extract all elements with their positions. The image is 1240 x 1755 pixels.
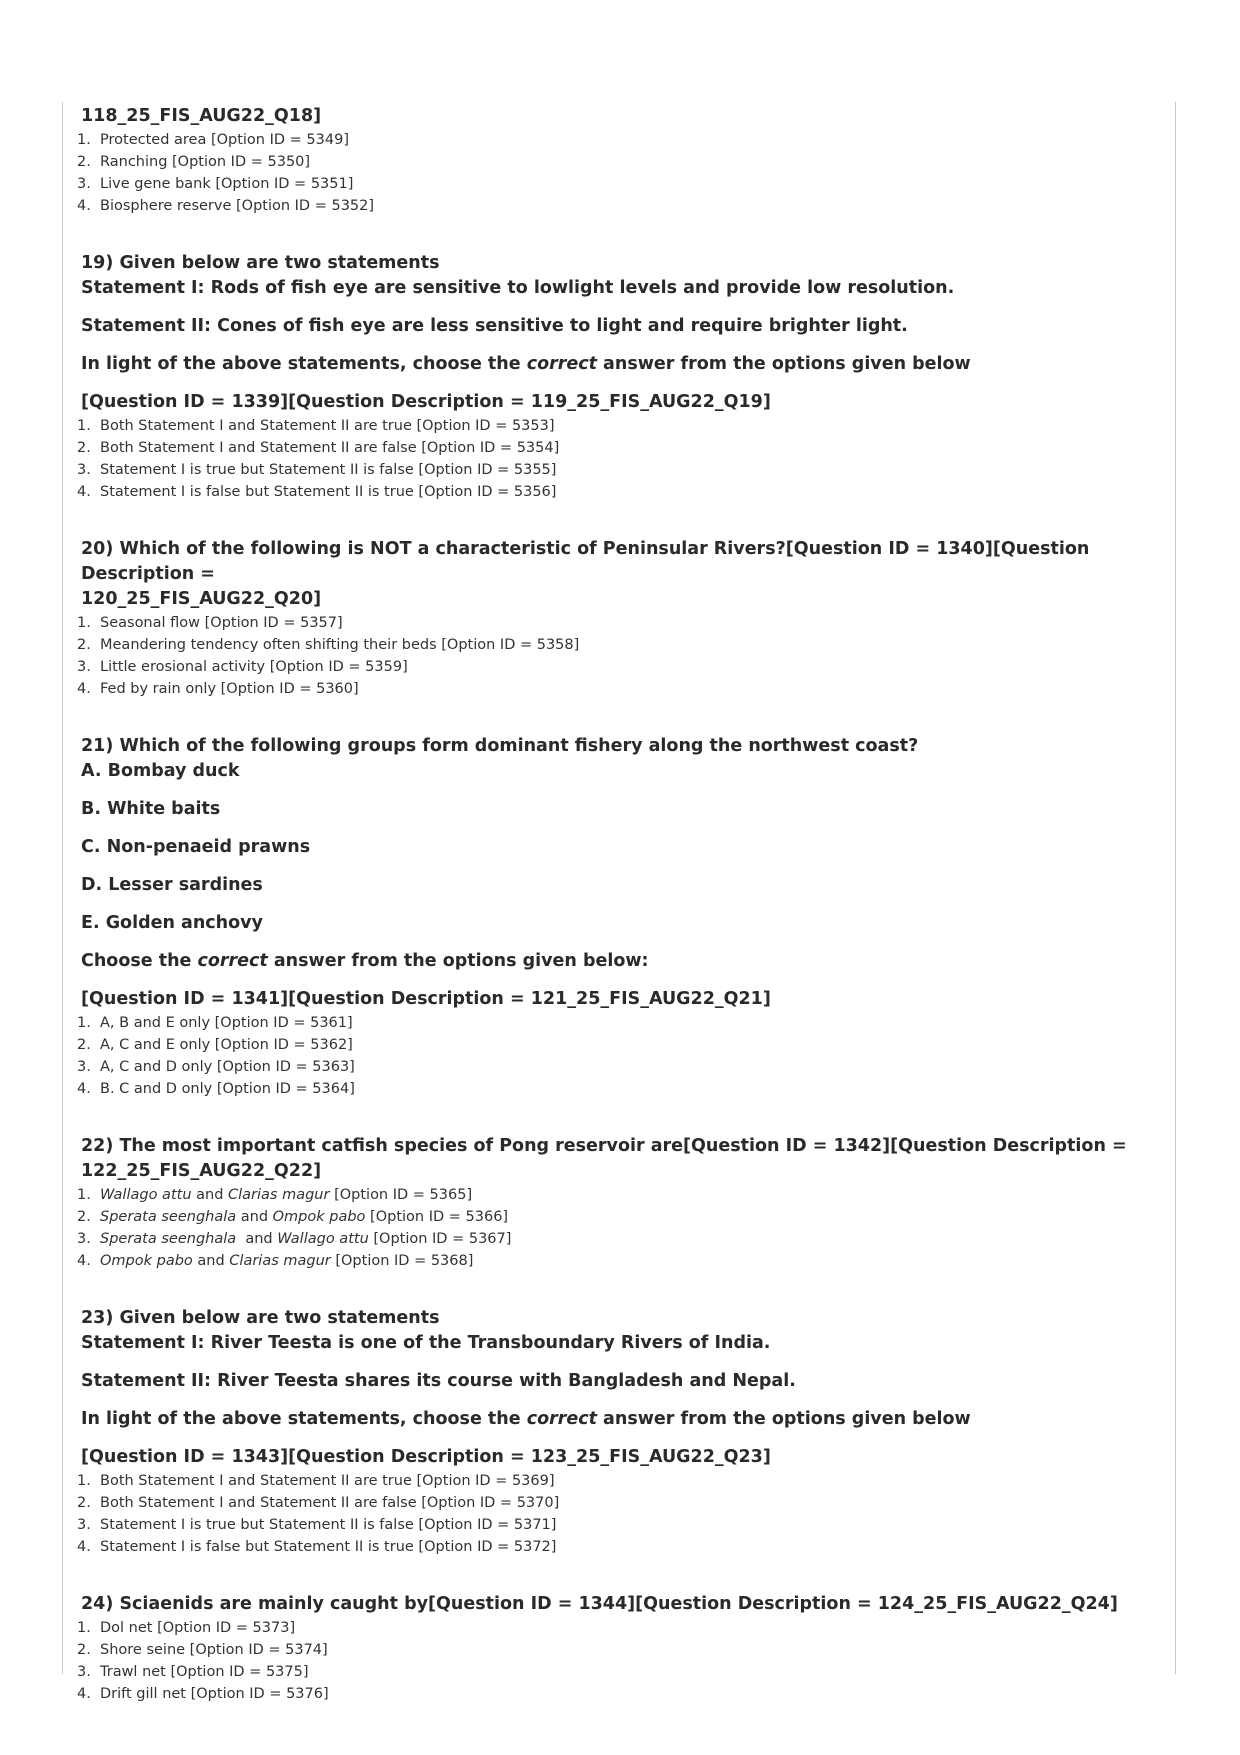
question-20-title: 20) Which of the following is NOT a characteristic of Peninsular Rivers?[Question ID = 1340][Question Description = bbox=[81, 539, 1090, 584]
question-21-title: 21) Which of the following groups form dominant fishery along the northwest coast? bbox=[81, 736, 919, 756]
list-item-e: E. Golden anchovy bbox=[81, 913, 263, 933]
question-23-title: 23) Given below are two statements bbox=[81, 1308, 440, 1328]
list-item-a: A. Bombay duck bbox=[81, 761, 240, 781]
option-item: 1. A, B and E only [Option ID = 5361] bbox=[77, 1015, 353, 1031]
question-24 bbox=[68, 1592, 1158, 1705]
question-18-options bbox=[68, 129, 1158, 217]
instruction: In light of the above statements, choose the correct answer from the options given below bbox=[81, 1409, 971, 1429]
option-item: 2. Shore seine [Option ID = 5374] bbox=[77, 1642, 328, 1658]
option-item: 4. Statement I is false but Statement II is true [Option ID = 5356] bbox=[77, 484, 557, 500]
question-20-description: 120_25_FIS_AUG22_Q20] bbox=[81, 589, 322, 609]
option-item: 3. Little erosional activity [Option ID = 5359] bbox=[77, 659, 408, 675]
option-item: 1. Dol net [Option ID = 5373] bbox=[77, 1620, 296, 1636]
option-item: 1. Both Statement I and Statement II are true [Option ID = 5353] bbox=[77, 418, 555, 434]
option-item: 3. Trawl net [Option ID = 5375] bbox=[77, 1664, 309, 1680]
option-item: 1. Wallago attu and Clarias magur [Option ID = 5365] bbox=[77, 1187, 473, 1203]
question-21 bbox=[68, 734, 1158, 1100]
option-item: 3. Sperata seenghala and Wallago attu [Option ID = 5367] bbox=[77, 1231, 512, 1247]
question-22-description: 122_25_FIS_AUG22_Q22] bbox=[81, 1161, 322, 1181]
option-item: 2. Both Statement I and Statement II are false [Option ID = 5370] bbox=[77, 1495, 560, 1511]
option-item: 2. A, C and E only [Option ID = 5362] bbox=[77, 1037, 353, 1053]
question-22 bbox=[68, 1134, 1158, 1272]
instruction: Choose the correct answer from the options given below: bbox=[81, 951, 649, 971]
statement-1: Statement I: Rods of fish eye are sensitive to lowlight levels and provide low resolution. bbox=[81, 278, 955, 298]
question-23-id: [Question ID = 1343][Question Description = 123_25_FIS_AUG22_Q23] bbox=[81, 1447, 771, 1467]
question-19 bbox=[68, 251, 1158, 503]
option-item: 4. Ompok pabo and Clarias magur [Option ID = 5368] bbox=[77, 1253, 474, 1269]
option-item: 3. Statement I is true but Statement II is false [Option ID = 5355] bbox=[77, 462, 557, 478]
question-20-options bbox=[68, 612, 1158, 700]
list-item-b: B. White baits bbox=[81, 799, 221, 819]
option-item: 3. Statement I is true but Statement II is false [Option ID = 5371] bbox=[77, 1517, 557, 1533]
option-item: 4. Fed by rain only [Option ID = 5360] bbox=[77, 681, 359, 697]
question-18 bbox=[68, 104, 1158, 217]
question-24-title: 24) Sciaenids are mainly caught by[Question ID = 1344][Question Description = 124_25_FIS_AUG22_Q24] bbox=[81, 1594, 1118, 1614]
question-24-options bbox=[68, 1617, 1158, 1705]
question-21-options bbox=[68, 1012, 1158, 1100]
list-item-d: D. Lesser sardines bbox=[81, 875, 263, 895]
option-item: 1. Both Statement I and Statement II are true [Option ID = 5369] bbox=[77, 1473, 555, 1489]
question-23-options bbox=[68, 1470, 1158, 1558]
question-20 bbox=[68, 537, 1158, 700]
option-item: 4. Statement I is false but Statement II is true [Option ID = 5372] bbox=[77, 1539, 557, 1555]
option-item: 2. Meandering tendency often shifting their beds [Option ID = 5358] bbox=[77, 637, 580, 653]
question-21-id: [Question ID = 1341][Question Description = 121_25_FIS_AUG22_Q21] bbox=[81, 989, 771, 1009]
option-item: 2. Sperata seenghala and Ompok pabo [Option ID = 5366] bbox=[77, 1209, 509, 1225]
statement-2: Statement II: River Teesta shares its course with Bangladesh and Nepal. bbox=[81, 1371, 796, 1391]
question-19-options bbox=[68, 415, 1158, 503]
option-item: 1. Seasonal flow [Option ID = 5357] bbox=[77, 615, 343, 631]
option-item: 2. Ranching [Option ID = 5350] bbox=[77, 154, 311, 170]
question-22-title: 22) The most important catfish species of Pong reservoir are[Question ID = 1342][Question Description = bbox=[81, 1136, 1127, 1156]
question-19-title: 19) Given below are two statements bbox=[81, 253, 440, 273]
option-item: 4. B. C and D only [Option ID = 5364] bbox=[77, 1081, 355, 1097]
statement-2: Statement II: Cones of fish eye are less sensitive to light and require brighter light. bbox=[81, 316, 908, 336]
question-23 bbox=[68, 1306, 1158, 1558]
option-item: 4. Biosphere reserve [Option ID = 5352] bbox=[77, 198, 375, 214]
question-paper bbox=[68, 104, 1158, 1705]
option-item: 2. Both Statement I and Statement II are false [Option ID = 5354] bbox=[77, 440, 560, 456]
list-item-c: C. Non-penaeid prawns bbox=[81, 837, 311, 857]
option-item: 3. Live gene bank [Option ID = 5351] bbox=[77, 176, 354, 192]
option-item: 4. Drift gill net [Option ID = 5376] bbox=[77, 1686, 329, 1702]
question-22-options bbox=[68, 1184, 1158, 1272]
question-18-description: 118_25_FIS_AUG22_Q18] bbox=[81, 106, 322, 126]
option-item: 1. Protected area [Option ID = 5349] bbox=[77, 132, 349, 148]
statement-1: Statement I: River Teesta is one of the Transboundary Rivers of India. bbox=[81, 1333, 771, 1353]
question-19-id: [Question ID = 1339][Question Description = 119_25_FIS_AUG22_Q19] bbox=[81, 392, 771, 412]
option-item: 3. A, C and D only [Option ID = 5363] bbox=[77, 1059, 355, 1075]
instruction: In light of the above statements, choose the correct answer from the options given below bbox=[81, 354, 971, 374]
